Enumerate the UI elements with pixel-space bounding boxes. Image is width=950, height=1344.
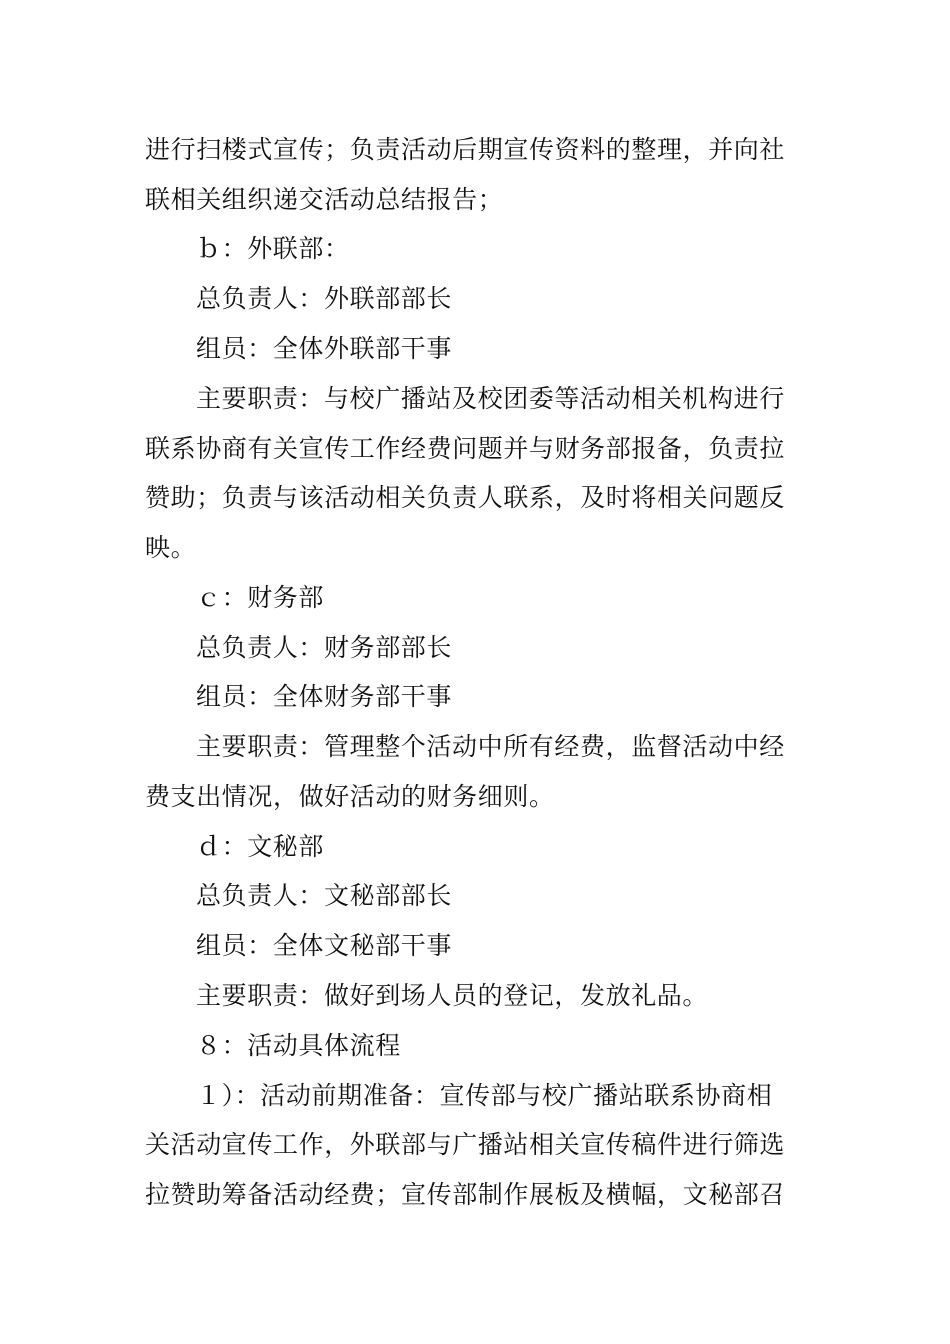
text-line-13: 主要职责：管理整个活动中所有经费，监督活动中经 <box>196 732 785 761</box>
text-line-1: 进行扫楼式宣传；负责活动后期宣传资料的整理，并向社 <box>145 135 786 164</box>
text-line-14: 费支出情况，做好活动的财务细则。 <box>145 782 555 811</box>
text-line-9: 映。 <box>145 533 197 562</box>
text-line-5: 组员：全体外联部干事 <box>196 334 453 363</box>
text-line-20: １）：活动前期准备：宣传部与校广播站联系协商相 <box>196 1081 773 1110</box>
text-line-2: 联相关组织递交活动总结报告； <box>145 185 504 214</box>
text-line-7: 联系协商有关宣传工作经费问题并与财务部报备，负责拉 <box>145 434 786 463</box>
text-line-8: 赞助；负责与该活动相关负责人联系，及时将相关问题反 <box>145 483 786 512</box>
text-line-22: 拉赞助筹备活动经费；宣传部制作展板及横幅，文秘部召 <box>145 1180 786 1209</box>
text-line-3: ｂ：外联部： <box>196 234 350 263</box>
text-line-10: ｃ：财务部 <box>196 583 325 612</box>
text-line-16: 总负责人：文秘部部长 <box>196 881 453 910</box>
text-line-12: 组员：全体财务部干事 <box>196 682 453 711</box>
text-line-4: 总负责人：外联部部长 <box>196 284 453 313</box>
text-line-18: 主要职责：做好到场人员的登记，发放礼品。 <box>196 981 709 1010</box>
text-line-19: ８：活动具体流程 <box>196 1031 401 1060</box>
text-line-15: ｄ：文秘部 <box>196 832 325 861</box>
text-line-21: 关活动宣传工作，外联部与广播站相关宣传稿件进行筛选 <box>145 1130 786 1159</box>
text-line-11: 总负责人：财务部部长 <box>196 633 453 662</box>
text-line-6: 主要职责：与校广播站及校团委等活动相关机构进行 <box>196 384 785 413</box>
text-line-17: 组员：全体文秘部干事 <box>196 931 453 960</box>
